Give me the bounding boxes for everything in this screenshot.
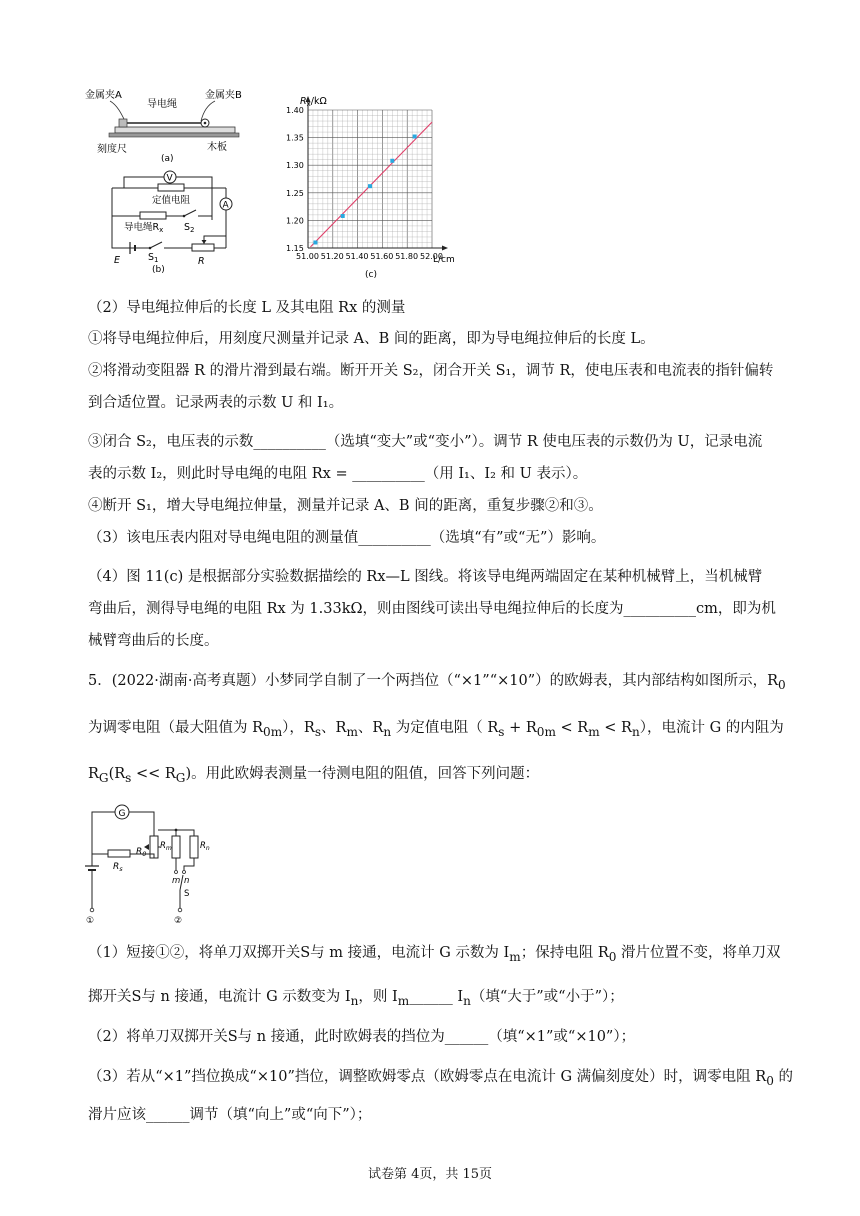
chart-xlabel: L/cm xyxy=(433,255,455,265)
rn-label: $R_n$ xyxy=(200,841,210,852)
chart-caption: (c) xyxy=(365,270,377,280)
caption-b: (b) xyxy=(152,265,165,274)
x-tick-label: 52.00 xyxy=(420,252,443,261)
data-point xyxy=(413,134,417,138)
label-clip-b: 金属夹B xyxy=(205,90,242,101)
y-tick-label: 1.30 xyxy=(286,161,304,171)
sub2: （2）将单刀双掷开关S与 n 接通，此时欧姆表的挡位为______（填“×1”或“×10”）； xyxy=(88,1029,636,1045)
y-tick-label: 1.40 xyxy=(286,106,304,115)
q5-line1: 5．(2022·湖南·高考真题）小梦同学自制了一个两挡位（“×1”“×10”）的欧姆表，其内部结构如图所示，$R_0$ xyxy=(88,673,786,692)
data-point xyxy=(368,184,372,188)
page-footer: 试卷第 4页，共 15页 xyxy=(367,1167,493,1182)
y-tick-label: 1.35 xyxy=(286,133,304,143)
switch-s2-label: $S_2$ xyxy=(184,222,195,234)
sub1-line2: 掷开关S与 n 接通，电流计 G 示数变为 $I_n$，则 $I_m\_\_\_\_\_\_$ $I_n$（填“大于”或“小于”）； xyxy=(88,989,624,1008)
terminal-n-label: n xyxy=(184,876,190,886)
switch-s1-label: $S_1$ xyxy=(148,252,159,264)
x-tick-label: 51.00 xyxy=(296,252,319,261)
x-axis-arrow xyxy=(442,246,448,251)
sub3-line2: 滑片应该______调节（填“向上”或“向下”）； xyxy=(88,1107,372,1123)
x-tick-label: 51.40 xyxy=(345,252,369,261)
rs-label: $R_s$ xyxy=(113,862,123,873)
figure-a-apparatus xyxy=(85,85,265,165)
terminal-m-label: m xyxy=(172,876,181,886)
q5-line3: $R_G(R_s << R_G)$。用此欧姆表测量一待测电阻的阻值，回答下列问题： xyxy=(88,766,540,785)
switch-s-label: S xyxy=(184,889,190,899)
step-4: ④断开 S₁，增大导电绳拉伸量，测量并记录 A、B 间的距离，重复步骤②和③。 xyxy=(88,498,603,514)
step-2-line1: ②将滑动变阻器 R 的滑片滑到最右端。断开开关 S₂，闭合开关 S₁，调节 R，使电压表和电流表的指针偏转 xyxy=(88,363,774,379)
part4-line1: （4）图 11(c) 是根据部分实验数据描绘的 Rx—L 图线。将该导电绳两端固定在某种机械臂上，当机械臂 xyxy=(88,569,763,585)
x-tick-label: 51.20 xyxy=(320,252,344,261)
chart-ylabel: $R_x/k\Omega$ xyxy=(300,96,327,108)
data-point xyxy=(390,159,394,163)
figure-c-chart xyxy=(270,88,460,280)
y-tick-label: 1.15 xyxy=(286,244,304,253)
label-ruler: 刻度尺 xyxy=(97,144,127,155)
part2-title: （2）导电绳拉伸后的长度 L 及其电阻 Rx 的测量 xyxy=(88,300,406,316)
r0-label: $R_0$ xyxy=(136,847,147,858)
label-clip-a: 金属夹A xyxy=(85,90,122,101)
figure-b-circuit xyxy=(100,168,250,274)
figure-ohmmeter-circuit xyxy=(80,796,230,926)
galvanometer-label: G xyxy=(118,809,126,819)
part3: （3）该电压表内阻对导电绳电阻的测量值__________（选填“有”或“无”）影响。 xyxy=(88,530,606,546)
rm-label: $R_m$ xyxy=(160,841,172,852)
fixed-resistor-label: 定值电阻 xyxy=(152,195,191,206)
label-wire: 导电绳 xyxy=(147,99,177,110)
x-tick-label: 51.80 xyxy=(395,252,419,261)
step-3-line1: ③闭合 S₂，电压表的示数__________（选填“变大”或“变小”）。调节 R 使电压表的示数仍为 U，记录电流 xyxy=(88,434,763,450)
battery-label: E xyxy=(114,255,121,266)
rheostat-label: R xyxy=(198,256,205,267)
step-1: ①将导电绳拉伸后，用刻度尺测量并记录 A、B 间的距离，即为导电绳拉伸后的长度 L。 xyxy=(88,331,655,347)
label-board: 木板 xyxy=(207,142,227,153)
chart-grid xyxy=(308,110,432,248)
part4-line2: 弯曲后，测得导电绳的电阻 Rx 为 1.33kΩ，则由图线可读出导电绳拉伸后的长度为__________cm，即为机 xyxy=(88,601,776,617)
ammeter-label: A xyxy=(222,200,229,211)
part4-line3: 械臂弯曲后的长度。 xyxy=(88,633,219,649)
chart-axes xyxy=(306,96,449,251)
terminal-2-label: ② xyxy=(174,916,183,926)
x-tick-label: 51.60 xyxy=(370,252,394,261)
data-point xyxy=(313,240,317,244)
data-point xyxy=(341,214,345,218)
terminal-1-label: ① xyxy=(86,916,95,926)
voltmeter-label: V xyxy=(166,173,173,184)
sub3-line1: （3）若从“×1”挡位换成“×10”挡位，调整欧姆零点（欧姆零点在电流计 G 满偏刻度处）时，调零电阻 $R_0$ 的 xyxy=(88,1069,793,1088)
chart-ticks xyxy=(286,106,443,261)
sub1-line1: （1）短接①②，将单刀双掷开关S与 m 接通，电流计 G 示数为 $I_m$；保持电阻 $R_0$ 滑片位置不变，将单刀双 xyxy=(88,945,781,964)
wire-resistor-label: 导电绳$R_x$ xyxy=(124,222,164,234)
q5-line2: 为调零电阻（最大阻值为 $R_{0m}$），$R_s$、$R_m$、$R_n$ 为定值电阻（ $R_s + R_{0m} < R_m < R_n$），电流计 G 的内阻为 xyxy=(88,720,784,739)
step-2-line2: 到合适位置。记录两表的示数 U 和 I₁。 xyxy=(88,395,344,411)
y-tick-label: 1.20 xyxy=(286,216,304,226)
step-3-line2: 表的示数 I₂，则此时导电绳的电阻 Rx = __________（用 I₁、I₂ 和 U 表示）。 xyxy=(88,466,588,482)
y-tick-label: 1.25 xyxy=(286,188,304,198)
caption-a: (a) xyxy=(161,154,174,164)
